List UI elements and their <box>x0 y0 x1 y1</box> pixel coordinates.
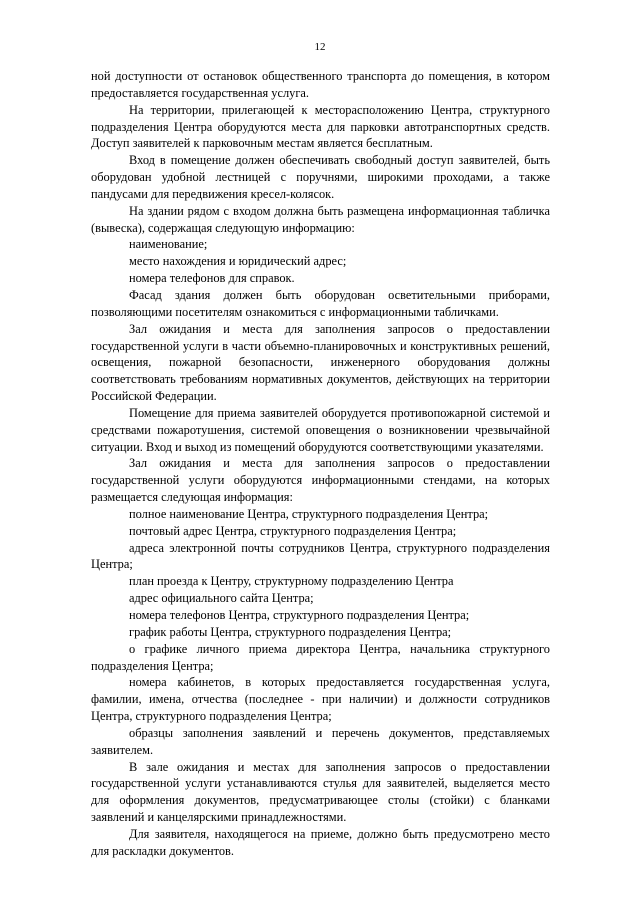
list-item: номера кабинетов, в которых предоставляется государственная услуга, фамилии, имена, отчества (последнее - при наличии) и должности сотрудников Центра, структурного подразделения Центра; <box>91 675 550 724</box>
paragraph-facade: Фасад здания должен быть оборудован осветительными приборами, позволяющими посетителям ознакомиться с информационными табличками. <box>91 287 550 319</box>
list-item: номера телефонов для справок. <box>129 271 295 286</box>
document-body <box>91 68 550 860</box>
paragraph-continuation: ной доступности от остановок общественного транспорта до помещения, в котором предоставляется государственная услуга. <box>91 69 550 100</box>
paragraph-parking: На территории, прилегающей к месторасположению Центра, структурного подразделения Центра оборудуются места для парковки автотранспортных средств. Доступ заявителей к парковочным местам является бесплатным. <box>91 102 550 151</box>
list-item: полное наименование Центра, структурного подразделения Центра; <box>129 506 489 521</box>
list-item: место нахождения и юридический адрес; <box>129 254 347 269</box>
paragraph-chairs: В зале ожидания и местах для заполнения запросов о предоставлении государственной услуги устанавливаются стулья для заявителей, выделяется место для оформления документов, предусматривающее столы (стойки) с бланками заявлений и канцелярскими принадлежностями. <box>91 759 550 825</box>
paragraph-documents-place: Для заявителя, находящегося на приеме, должно быть предусмотрено место для раскладки документов. <box>91 826 550 858</box>
list-item: наименование; <box>129 237 208 252</box>
paragraph-info-stands: Зал ожидания и места для заполнения запросов о предоставлении государственной услуги оборудуются информационными стендами, на которых размещается следующая информация: <box>91 456 550 505</box>
paragraph-entrance: Вход в помещение должен обеспечивать свободный доступ заявителей, быть оборудован удобной лестницей с поручнями, широкими проходами, а также пандусами для передвижения кресел-колясок. <box>91 153 550 201</box>
paragraph-signboard: На здании рядом с входом должна быть размещена информационная табличка (вывеска), содержащая следующую информацию: <box>91 203 550 235</box>
list-item: о графике личного приема директора Центра, начальника структурного подразделения Центра; <box>91 641 550 673</box>
list-item: почтовый адрес Центра, структурного подразделения Центра; <box>129 523 457 538</box>
page-number: 12 <box>314 41 326 53</box>
paragraph-fire-safety: Помещение для приема заявителей оборудуется противопожарной системой и средствами пожаротушения, системой оповещения о возникновении чрезвычайной ситуации. Вход и выход из помещений оборудуются соответствующими указателями. <box>91 405 550 454</box>
paragraph-waiting-hall: Зал ожидания и места для заполнения запросов о предоставлении государственной услуги в части объемно-планировочных и конструктивных решений, освещения, пожарной безопасности, инженерного оборудования должны соответствовать требованиям нормативных документов, действующих на территории Российской Федерации. <box>91 321 550 404</box>
list-item: образцы заполнения заявлений и перечень документов, представляемых заявителем. <box>91 725 550 757</box>
list-item: адрес официального сайта Центра; <box>129 591 314 606</box>
list-item: график работы Центра, структурного подразделения Центра; <box>129 624 452 639</box>
list-item: адреса электронной почты сотрудников Центра, структурного подразделения Центра; <box>91 540 550 572</box>
list-item: номера телефонов Центра, структурного подразделения Центра; <box>129 608 470 622</box>
list-item: план проезда к Центру, структурному подразделению Центра <box>129 574 454 589</box>
